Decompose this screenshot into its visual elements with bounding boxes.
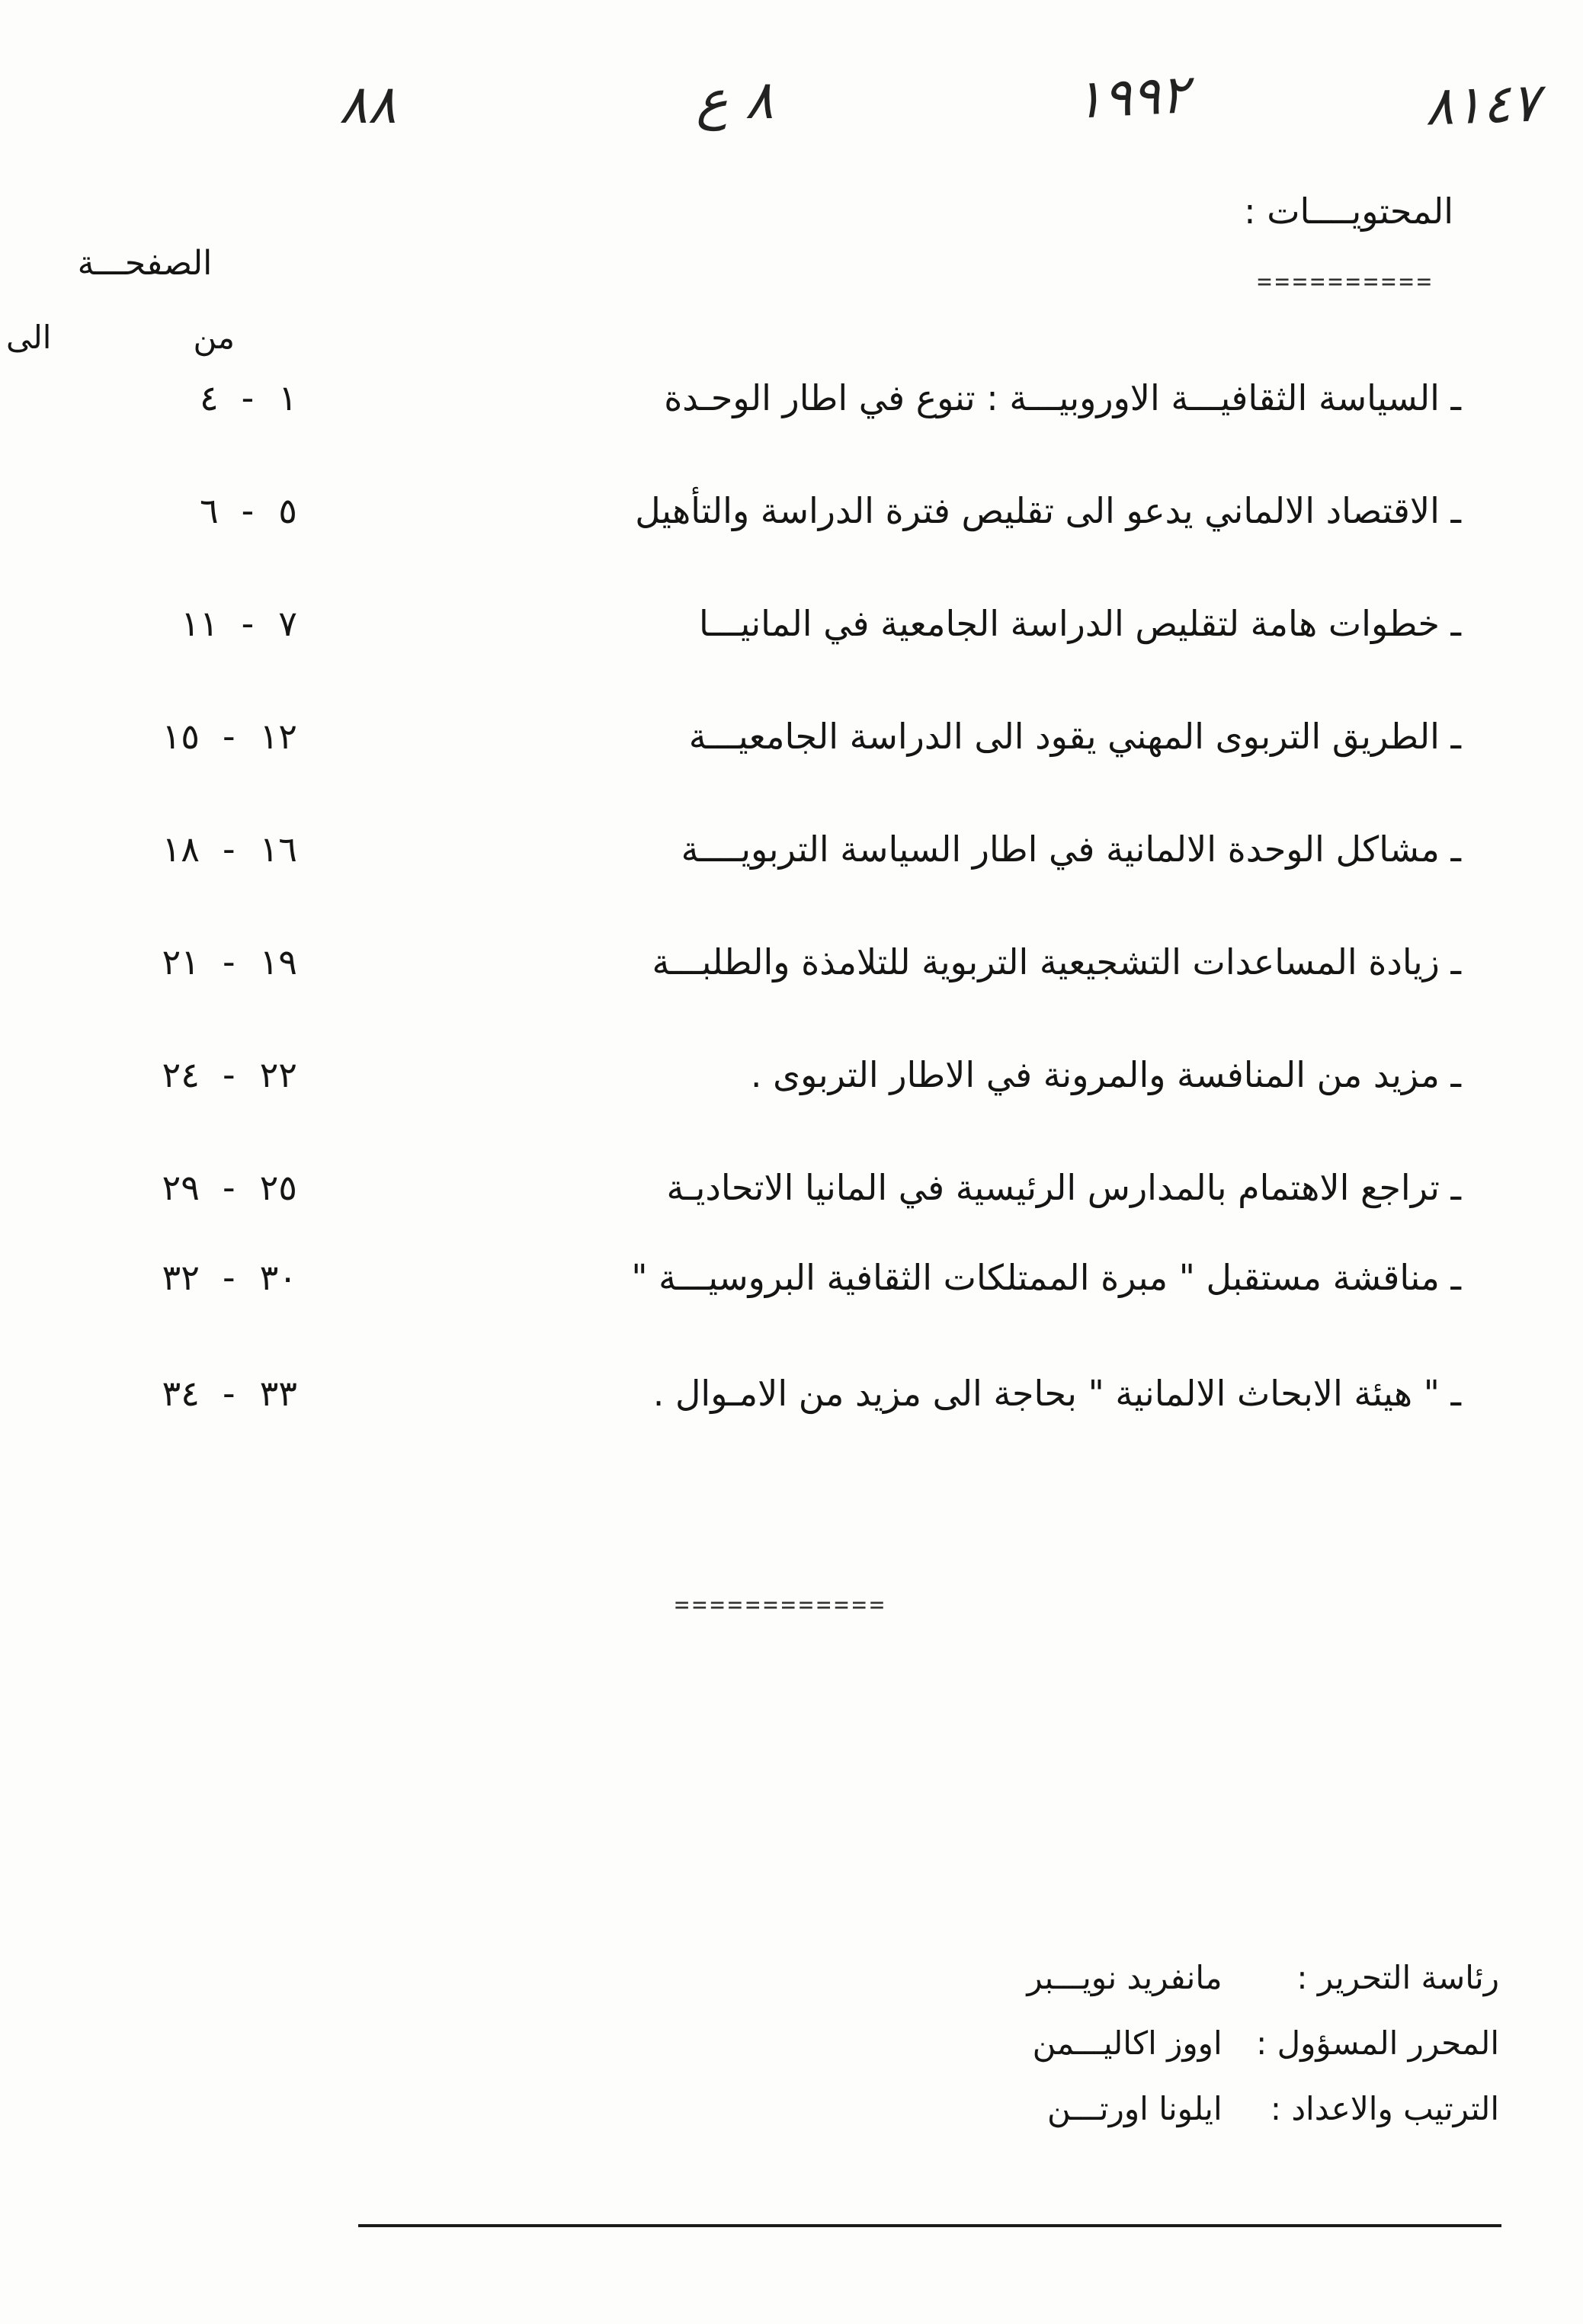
contents-row xyxy=(0,1144,1583,1234)
contents-row xyxy=(0,1234,1583,1350)
contents-row xyxy=(0,354,1583,467)
page-from: ١ xyxy=(278,377,297,418)
staff-role: رئاسة التحرير : xyxy=(1296,1959,1499,1996)
contents-row xyxy=(0,580,1583,693)
page-from: ١٢ xyxy=(259,716,297,757)
page-to: ٢٩ xyxy=(162,1167,200,1208)
page-from: ٧ xyxy=(278,603,297,644)
entry-pages: ٦ - ٥ xyxy=(199,490,297,531)
entry-pages: ٢٤ - ٢٢ xyxy=(162,1054,297,1095)
contents-row xyxy=(0,1031,1583,1144)
editorial-staff xyxy=(1027,1959,1499,2156)
entry-pages: ١٨ - ١٦ xyxy=(162,829,297,870)
page-to: ٣٤ xyxy=(162,1373,200,1414)
page-to: ١١ xyxy=(181,603,219,644)
contents-title: المحتويــــات : xyxy=(1244,191,1453,232)
entry-title: ـ الطريق التربوى المهني يقود الى الدراسة الجامعيـــة xyxy=(688,716,1461,757)
title-underline: ========== xyxy=(1257,267,1434,296)
handwritten-issue: ٨ ع xyxy=(696,69,774,131)
contents-list xyxy=(0,354,1583,1463)
entry-title: ـ السياسة الثقافيـــة الاوروبيـــة : تنوع في اطار الوحـدة xyxy=(664,377,1461,418)
entry-title: ـ مزيد من المنافسة والمرونة في الاطار التربوى . xyxy=(750,1054,1461,1095)
entry-pages: ٣٢ - ٣٠ xyxy=(162,1257,297,1298)
page-to: ٢٤ xyxy=(162,1054,200,1095)
staff-name: مانفريد نويـــبر xyxy=(1027,1959,1222,1996)
entry-title: ـ تراجع الاهتمام بالمدارس الرئيسية في المانيا الاتحاديـة xyxy=(666,1167,1461,1208)
entry-pages: ١١ - ٧ xyxy=(181,603,297,644)
page-range-header xyxy=(6,319,235,356)
staff-line xyxy=(1027,2090,1499,2156)
entry-title: ـ مناقشة مستقبل " مبرة الممتلكات الثقافية البروسيـــة " xyxy=(631,1257,1461,1298)
handwritten-code: ٨٨ xyxy=(338,73,396,136)
entry-title: ـ زيادة المساعدات التشجيعية التربوية للتلامذة والطلبـــة xyxy=(652,941,1461,982)
contents-row xyxy=(0,467,1583,580)
handwritten-year: ١٩٩٢ xyxy=(1072,63,1191,131)
staff-line xyxy=(1027,1959,1499,2024)
entry-pages: ٢٩ - ٢٥ xyxy=(162,1167,297,1208)
contents-row xyxy=(0,1350,1583,1463)
entry-pages: ١٥ - ١٢ xyxy=(162,716,297,757)
staff-line xyxy=(1027,2024,1499,2090)
page-to: ١٨ xyxy=(162,829,200,870)
staff-name: ايلونا اورتـــن xyxy=(1047,2090,1222,2127)
staff-role: الترتيب والاعداد : xyxy=(1270,2090,1499,2127)
page-to: ٤ xyxy=(199,377,219,418)
page-from: ١٩ xyxy=(259,941,297,982)
entry-pages: ٢١ - ١٩ xyxy=(162,941,297,982)
entry-pages: ٣٤ - ٣٣ xyxy=(162,1373,297,1414)
entry-title: ـ مشاكل الوحدة الالمانية في اطار السياسة التربويــــة xyxy=(681,829,1461,870)
entry-title: ـ الاقتصاد الالماني يدعو الى تقليص فترة الدراسة والتأهيل xyxy=(635,490,1461,531)
contents-row xyxy=(0,806,1583,918)
section-divider: ============ xyxy=(675,1590,888,1619)
staff-name: اووز اكاليـــمن xyxy=(1032,2024,1222,2062)
page-column-header: الصفحـــة xyxy=(77,244,213,283)
page-from: ٢٥ xyxy=(259,1167,297,1208)
staff-role: المحرر المسؤول : xyxy=(1256,2024,1499,2062)
entry-title: ـ خطوات هامة لتقليص الدراسة الجامعية في المانيـــا xyxy=(699,603,1461,644)
entry-title: ـ " هيئة الابحاث الالمانية " بحاجة الى مزيد من الامـوال . xyxy=(652,1373,1461,1414)
contents-row xyxy=(0,918,1583,1031)
page-from: ١٦ xyxy=(259,829,297,870)
range-to-label: الى xyxy=(6,319,52,356)
contents-row xyxy=(0,693,1583,806)
page-from: ٣٠ xyxy=(259,1257,297,1298)
page-from: ٢٢ xyxy=(259,1054,297,1095)
handwritten-archive-number: ٨١٤٧ xyxy=(1424,71,1541,138)
page-to: ٣٢ xyxy=(162,1257,200,1298)
entry-pages: ٤ - ١ xyxy=(199,377,297,418)
page-to: ٦ xyxy=(199,490,219,531)
page-to: ١٥ xyxy=(162,716,200,757)
page-from: ٣٣ xyxy=(259,1373,297,1414)
page-to: ٢١ xyxy=(162,941,200,982)
footer-rule xyxy=(358,2224,1501,2227)
page-from: ٥ xyxy=(278,490,297,531)
range-from-label: من xyxy=(193,319,235,356)
